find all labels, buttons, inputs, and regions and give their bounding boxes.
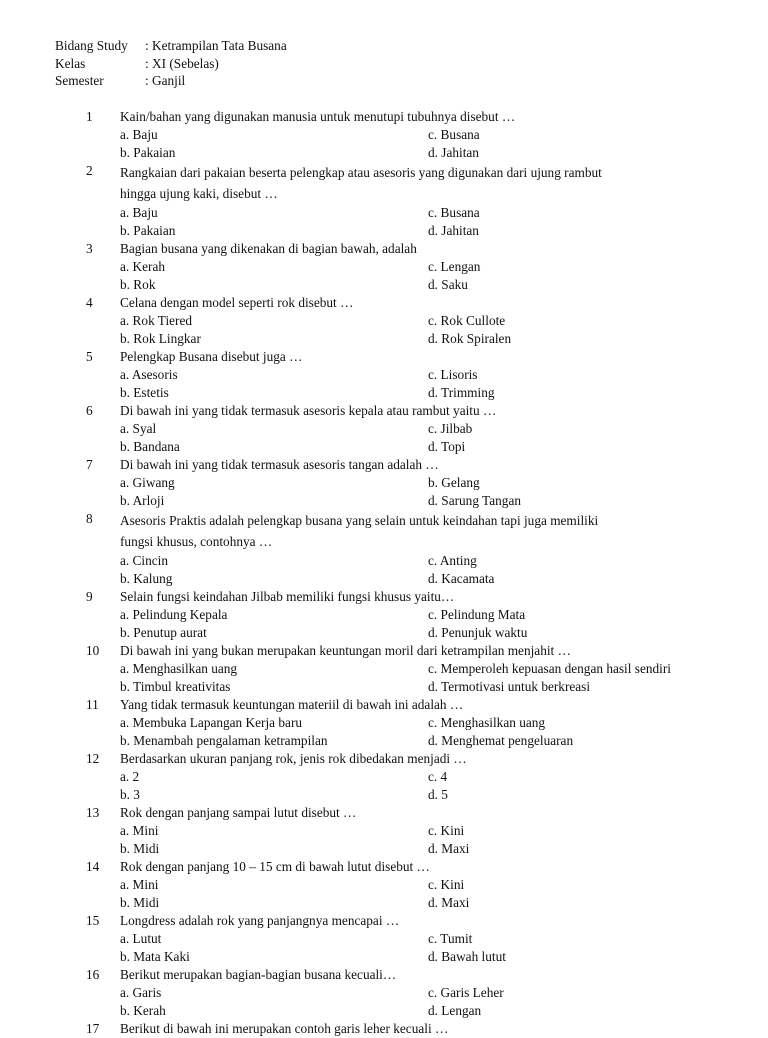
option-b: b. Rok Lingkar (120, 331, 201, 346)
option-d: d. Jahitan (428, 223, 479, 238)
answer-options (120, 204, 768, 240)
option-a: a. Kerah (120, 259, 166, 274)
option-a: a. Lutut (120, 931, 162, 946)
question-text: Kain/bahan yang digunakan manusia untuk menutupi tubuhnya disebut … (120, 109, 516, 124)
option-row (120, 840, 768, 858)
question-item (0, 696, 768, 750)
question-number: 12 (86, 751, 100, 766)
option-b: b. Penutup aurat (120, 625, 207, 640)
question-text: Celana dengan model seperti rok disebut … (120, 295, 354, 310)
question-item (0, 588, 768, 642)
answer-options (120, 606, 768, 642)
answer-options (120, 258, 768, 294)
semester-row (55, 72, 287, 90)
option-b: b. Arloji (120, 493, 165, 508)
question-number: 11 (86, 697, 99, 712)
option-b: b. Kalung (120, 571, 173, 586)
option-row (120, 474, 768, 492)
option-d: d. Lengan (428, 1003, 482, 1018)
option-row (120, 786, 768, 804)
question-text: Pelengkap Busana disebut juga … (120, 349, 303, 364)
option-d: d. Penunjuk waktu (428, 625, 528, 640)
option-a: a. Baju (120, 127, 158, 142)
question-number: 6 (86, 403, 93, 418)
option-d: d. Kacamata (428, 571, 495, 586)
option-a: a. Mini (120, 823, 159, 838)
option-row (120, 1002, 768, 1020)
question-number: 9 (86, 589, 93, 604)
option-a: a. Giwang (120, 475, 175, 490)
option-b: b. 3 (120, 787, 140, 802)
option-a: a. Syal (120, 421, 157, 436)
option-b: b. Midi (120, 841, 160, 856)
option-a: a. 2 (120, 769, 140, 784)
option-d: d. Topi (428, 439, 466, 454)
option-a: a. Baju (120, 205, 158, 220)
option-c: c. Memperoleh kepuasan dengan hasil sendiri (428, 661, 671, 676)
option-row (120, 930, 768, 948)
answer-options (120, 312, 768, 348)
option-c: c. Rok Cullote (428, 313, 506, 328)
question-item (0, 294, 768, 348)
question-text: Longdress adalah rok yang panjangnya mencapai … (120, 913, 400, 928)
question-item (0, 162, 768, 240)
question-text: Berdasarkan ukuran panjang rok, jenis rok dibedakan menjadi … (120, 751, 467, 766)
option-d: d. Maxi (428, 895, 470, 910)
option-b: b. Pakaian (120, 223, 176, 238)
option-b: b. Timbul kreativitas (120, 679, 231, 694)
answer-options (120, 876, 768, 912)
class-row (55, 55, 287, 73)
option-d: d. Rok Spiralen (428, 331, 512, 346)
question-text: Yang tidak termasuk keuntungan materiil di bawah ini adalah … (120, 697, 464, 712)
option-row (120, 552, 768, 570)
answer-options (120, 714, 768, 750)
option-b: b. Pakaian (120, 145, 176, 160)
subject-row (55, 37, 287, 55)
question-item (0, 402, 768, 456)
option-d: d. Trimming (428, 385, 495, 400)
answer-options (120, 420, 768, 456)
option-a: a. Asesoris (120, 367, 178, 382)
option-row (120, 984, 768, 1002)
option-a: a. Membuka Lapangan Kerja baru (120, 715, 303, 730)
option-d: d. Jahitan (428, 145, 479, 160)
option-row (120, 822, 768, 840)
option-row (120, 876, 768, 894)
question-text: fungsi khusus, contohnya … (120, 534, 273, 549)
option-b: b. Menambah pengalaman ketrampilan (120, 733, 328, 748)
option-row (120, 384, 768, 402)
option-c: c. Garis Leher (428, 985, 504, 1000)
semester-value: : Ganjil (145, 73, 186, 88)
option-d: d. Maxi (428, 841, 470, 856)
question-number: 14 (86, 859, 100, 874)
question-item (0, 1020, 768, 1038)
question-text: hingga ujung kaki, disebut … (120, 186, 278, 201)
option-a: a. Cincin (120, 553, 169, 568)
option-row (120, 678, 768, 696)
option-c: c. Busana (428, 205, 480, 220)
option-c: c. Kini (428, 823, 465, 838)
question-text: Bagian busana yang dikenakan di bagian bawah, adalah (120, 241, 417, 256)
exam-header (55, 37, 287, 90)
option-row (120, 366, 768, 384)
answer-options (120, 474, 768, 510)
option-b: b. Estetis (120, 385, 169, 400)
question-item (0, 240, 768, 294)
subject-label: Bidang Study (55, 38, 128, 53)
question-number: 7 (86, 457, 93, 472)
question-item (0, 108, 768, 162)
question-item (0, 348, 768, 402)
question-text: Di bawah ini yang bukan merupakan keuntungan moril dari ketrampilan menjahit … (120, 643, 571, 658)
question-text: Rok dengan panjang 10 – 15 cm di bawah lutut disebut … (120, 859, 430, 874)
option-c: c. 4 (428, 769, 448, 784)
option-row (120, 204, 768, 222)
question-number: 10 (86, 643, 100, 658)
option-row (120, 330, 768, 348)
option-row (120, 144, 768, 162)
question-text: Di bawah ini yang tidak termasuk asesoris tangan adalah … (120, 457, 439, 472)
question-number: 1 (86, 109, 93, 124)
option-d: d. Bawah lutut (428, 949, 506, 964)
option-d: d. Saku (428, 277, 468, 292)
option-a: a. Garis (120, 985, 162, 1000)
option-c: c. Kini (428, 877, 465, 892)
class-label: Kelas (55, 55, 86, 71)
question-number: 8 (86, 511, 93, 526)
answer-options (120, 660, 768, 696)
option-c: c. Menghasilkan uang (428, 715, 546, 730)
class-value: : XI (Sebelas) (145, 55, 219, 71)
option-d: d. Sarung Tangan (428, 493, 521, 508)
option-c: c. Tumit (428, 931, 473, 946)
question-number: 5 (86, 349, 93, 364)
question-list (0, 108, 768, 1038)
option-row (120, 570, 768, 588)
option-b: b. Rok (120, 277, 156, 292)
answer-options (120, 366, 768, 402)
question-text: Selain fungsi keindahan Jilbab memiliki fungsi khusus yaitu… (120, 589, 455, 604)
option-row (120, 126, 768, 144)
question-item (0, 750, 768, 804)
question-item (0, 456, 768, 510)
option-d: d. 5 (428, 787, 448, 802)
question-number: 17 (86, 1021, 100, 1036)
question-item (0, 804, 768, 858)
question-text: Asesoris Praktis adalah pelengkap busana yang selain untuk keindahan tapi juga memiliki (120, 513, 599, 528)
option-d: d. Termotivasi untuk berkreasi (428, 679, 591, 694)
option-c: b. Gelang (428, 475, 480, 490)
question-text: Rok dengan panjang sampai lutut disebut … (120, 805, 357, 820)
option-b: b. Kerah (120, 1003, 166, 1018)
option-c: c. Busana (428, 127, 480, 142)
question-number: 13 (86, 805, 100, 820)
semester-label: Semester (55, 73, 104, 88)
option-a: a. Menghasilkan uang (120, 661, 238, 676)
subject-value: : Ketrampilan Tata Busana (145, 38, 287, 53)
option-b: b. Midi (120, 895, 160, 910)
answer-options (120, 126, 768, 162)
option-b: b. Mata Kaki (120, 949, 190, 964)
answer-options (120, 822, 768, 858)
option-a: a. Mini (120, 877, 159, 892)
question-item (0, 858, 768, 912)
answer-options (120, 552, 768, 588)
option-row (120, 660, 768, 678)
question-item (0, 510, 768, 588)
option-row (120, 768, 768, 786)
question-text: Berikut di bawah ini merupakan contoh garis leher kecuali … (120, 1021, 449, 1036)
option-row (120, 894, 768, 912)
option-c: c. Jilbab (428, 421, 473, 436)
question-text: Di bawah ini yang tidak termasuk asesoris kepala atau rambut yaitu … (120, 403, 497, 418)
question-text: Berikut merupakan bagian-bagian busana kecuali… (120, 967, 397, 982)
question-number: 2 (86, 163, 93, 178)
option-row (120, 732, 768, 750)
option-d: d. Menghemat pengeluaran (428, 733, 574, 748)
option-c: c. Pelindung Mata (428, 607, 526, 622)
option-a: a. Rok Tiered (120, 313, 193, 328)
question-item (0, 642, 768, 696)
option-row (120, 438, 768, 456)
option-row (120, 492, 768, 510)
question-number: 3 (86, 241, 93, 256)
option-row (120, 222, 768, 240)
option-row (120, 420, 768, 438)
option-c: c. Anting (428, 553, 477, 568)
option-c: c. Lisoris (428, 367, 478, 382)
option-row (120, 312, 768, 330)
answer-options (120, 930, 768, 966)
option-row (120, 714, 768, 732)
question-item (0, 966, 768, 1020)
question-number: 16 (86, 967, 100, 982)
option-row (120, 948, 768, 966)
option-row (120, 606, 768, 624)
option-row (120, 624, 768, 642)
question-number: 4 (86, 295, 93, 310)
option-row (120, 258, 768, 276)
question-number: 15 (86, 913, 100, 928)
answer-options (120, 768, 768, 804)
question-text: Rangkaian dari pakaian beserta pelengkap atau asesoris yang digunakan dari ujung rambut (120, 165, 602, 180)
option-row (120, 276, 768, 294)
option-b: b. Bandana (120, 439, 180, 454)
answer-options (120, 984, 768, 1020)
option-a: a. Pelindung Kepala (120, 607, 228, 622)
question-item (0, 912, 768, 966)
option-c: c. Lengan (428, 259, 481, 274)
